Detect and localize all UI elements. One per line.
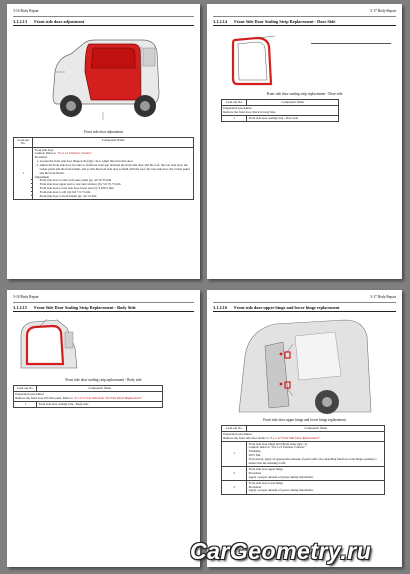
row-line: Caution: Refer to "9.2.1.21 Fastener Caution" — [248, 445, 306, 450]
prep-text: Remove the front side door. Refer to — [223, 435, 269, 440]
table-row — [14, 401, 163, 407]
page-header — [213, 295, 396, 303]
components-table — [13, 137, 194, 200]
prep-row — [222, 106, 339, 116]
row-line: Fastening — [248, 449, 261, 454]
spec-item: • Front side door to front fender (e): 4.0 ±2 mm — [40, 195, 192, 199]
prep-cell — [222, 432, 385, 442]
figure-caption: Front side door adjustment — [84, 130, 123, 134]
section-title: Front Side Door Sealing Strip Replacement - Door Side — [234, 19, 336, 24]
row-text: Front side door sealing strip - Door side — [247, 115, 339, 121]
section-heading — [213, 19, 396, 24]
row-number: 1 — [14, 147, 33, 199]
col-header-loadout: Load-out No. — [222, 426, 247, 432]
section-heading — [13, 19, 194, 24]
row-line: Apply a proper amount of grease during installation. — [248, 488, 314, 493]
header-right: 3-17 Body Repair — [370, 295, 396, 299]
row-number: 1 — [14, 401, 37, 407]
row-line: If necessary, apply an appropriate amount of paint with color matching function to the hinge opening to ensure that the marking is left. — [248, 456, 377, 465]
caution-link[interactable]: "9.2.1.21 Fastener Caution" — [56, 151, 92, 156]
col-header-component: Component Name — [247, 426, 385, 432]
row-line: Procedure — [248, 484, 262, 489]
spec-item: • Front side door to sill (d): 6.0 ± 0.75 mm — [40, 191, 192, 195]
page-header — [13, 9, 194, 17]
figure-caption: Front side door sealing strip replacement - Body side — [65, 378, 142, 382]
row-line: Front side door upper hinge — [248, 466, 283, 471]
prep-link[interactable]: "3.1.2.12 Front Side Door Replacement" — [269, 435, 320, 440]
row-number: 1 — [222, 115, 247, 121]
vehicle-side-illustration — [43, 32, 167, 124]
section-number: 3.1.2.14 — [213, 19, 227, 24]
specs-list — [35, 179, 192, 198]
row-content — [247, 481, 385, 495]
page-header — [13, 295, 194, 303]
door-seal-illustration — [227, 34, 277, 90]
prep-text: Remove the front door check in body hole — [223, 109, 276, 114]
manual-page-3-16 — [7, 4, 200, 279]
col-header-component: Component Name — [33, 138, 194, 148]
spec-item: • Front side door to side wall outer panel (a): 4.0 ±0.75 mm — [40, 179, 192, 183]
prep-row — [222, 432, 385, 442]
col-header-loadout: Load-out No. — [14, 386, 37, 392]
table-row — [14, 147, 194, 199]
row-number: 2 — [222, 467, 247, 481]
header-left: 3-16 Body Repair — [13, 9, 39, 13]
col-header-loadout: Load-out No. — [222, 100, 247, 106]
row-line: 26±5 Nm — [248, 453, 261, 458]
table-row — [222, 441, 385, 466]
prep-line — [15, 397, 161, 401]
row-line: Procedure — [34, 155, 48, 160]
row-line: Apply a proper amount of grease during installation. — [248, 474, 314, 479]
prep-cell — [14, 392, 163, 402]
figure-caption: Front side door sealing strip replacement - Door side — [266, 92, 343, 96]
row-line: Front side door hinge bolt (Body side) (Qty.: 4) — [248, 441, 308, 446]
manual-page-3-17-b — [207, 290, 402, 567]
section-heading — [13, 305, 194, 310]
prep-label: Preparation procedures — [223, 431, 252, 436]
prep-cell — [222, 106, 339, 116]
col-header-component: Component Name — [247, 100, 339, 106]
section-heading — [213, 305, 396, 310]
row-number: 3 — [222, 481, 247, 495]
prep-text: Remove the front door sill trim panel. Refer to — [15, 395, 73, 400]
body-seal-illustration — [17, 318, 81, 374]
watermark-logo: CarGeometry.ru — [190, 538, 372, 564]
section-title: Front Side Door Sealing Strip Replacement - Body Side — [34, 305, 136, 310]
section-number: 3.1.2.13 — [13, 19, 27, 24]
section-title: Front side door adjustment — [34, 19, 85, 24]
row-content — [247, 441, 385, 466]
prep-label: Preparation procedures — [15, 391, 44, 396]
row-line: Procedure — [248, 470, 262, 475]
row-number: 1 — [222, 441, 247, 466]
header-right: 3-17 Body Repair — [370, 9, 396, 13]
adjustment-label: Adjustment — [34, 174, 49, 179]
figure-caption: Front side door upper hinge and lower hinge replacement — [263, 418, 346, 422]
step-item: 1. Loosen the front side door hinge bolts (Qty.: 4) to adjust the front side door. — [40, 160, 192, 164]
components-table — [221, 425, 385, 495]
col-header-loadout: Load-out No. — [14, 138, 33, 148]
prep-label: Preparation procedures — [223, 105, 252, 110]
spec-item: • Front side door upper part to rear side window (b): 5.0 ±0.75 mm — [40, 183, 192, 187]
table-row — [222, 481, 385, 495]
manual-page-3-17-a — [207, 4, 402, 279]
prep-line — [223, 437, 383, 441]
col-header-component: Component Name — [37, 386, 163, 392]
row-line: Caution: Refer to "9.2.1.21 Fastener Caution" — [34, 151, 92, 156]
components-table — [221, 99, 339, 122]
section-number: 3.1.2.16 — [213, 305, 227, 310]
manual-page-3-18 — [7, 290, 200, 567]
spec-item: • Front side door to rear side door lower part (c): 4.0±0.5 mm — [40, 187, 192, 191]
row-content — [247, 467, 385, 481]
prep-link[interactable]: "2.1.2.5 Front Side Door Sill Trim Panel Replacement" — [73, 395, 143, 400]
row-text: Front side door sealing strip - Body side — [37, 401, 163, 407]
table-row — [222, 115, 339, 121]
section-title: Front side door upper hinge and lower hinge replacement — [234, 305, 340, 310]
hinge-illustration — [235, 316, 375, 416]
table-row — [222, 467, 385, 481]
step-item: 2. Adjust the front side door in order to obtain an even gap between the front side door and the roof, the rear side door, the rocker panel and the front fender, and so that the front side door is flush with the roof, the rear side door, the rocker panel and the front fender. — [40, 164, 192, 176]
steps-list — [35, 160, 192, 175]
header-left: 3-18 Body Repair — [13, 295, 39, 299]
components-table — [13, 385, 163, 408]
row-line: Front side door lower hinge — [248, 480, 283, 485]
prep-row — [14, 392, 163, 402]
page-header — [213, 9, 396, 17]
row-content — [33, 147, 194, 199]
row-line: Front side door — [34, 147, 54, 152]
divider-rule — [311, 43, 391, 44]
section-number: 3.1.2.15 — [13, 305, 27, 310]
